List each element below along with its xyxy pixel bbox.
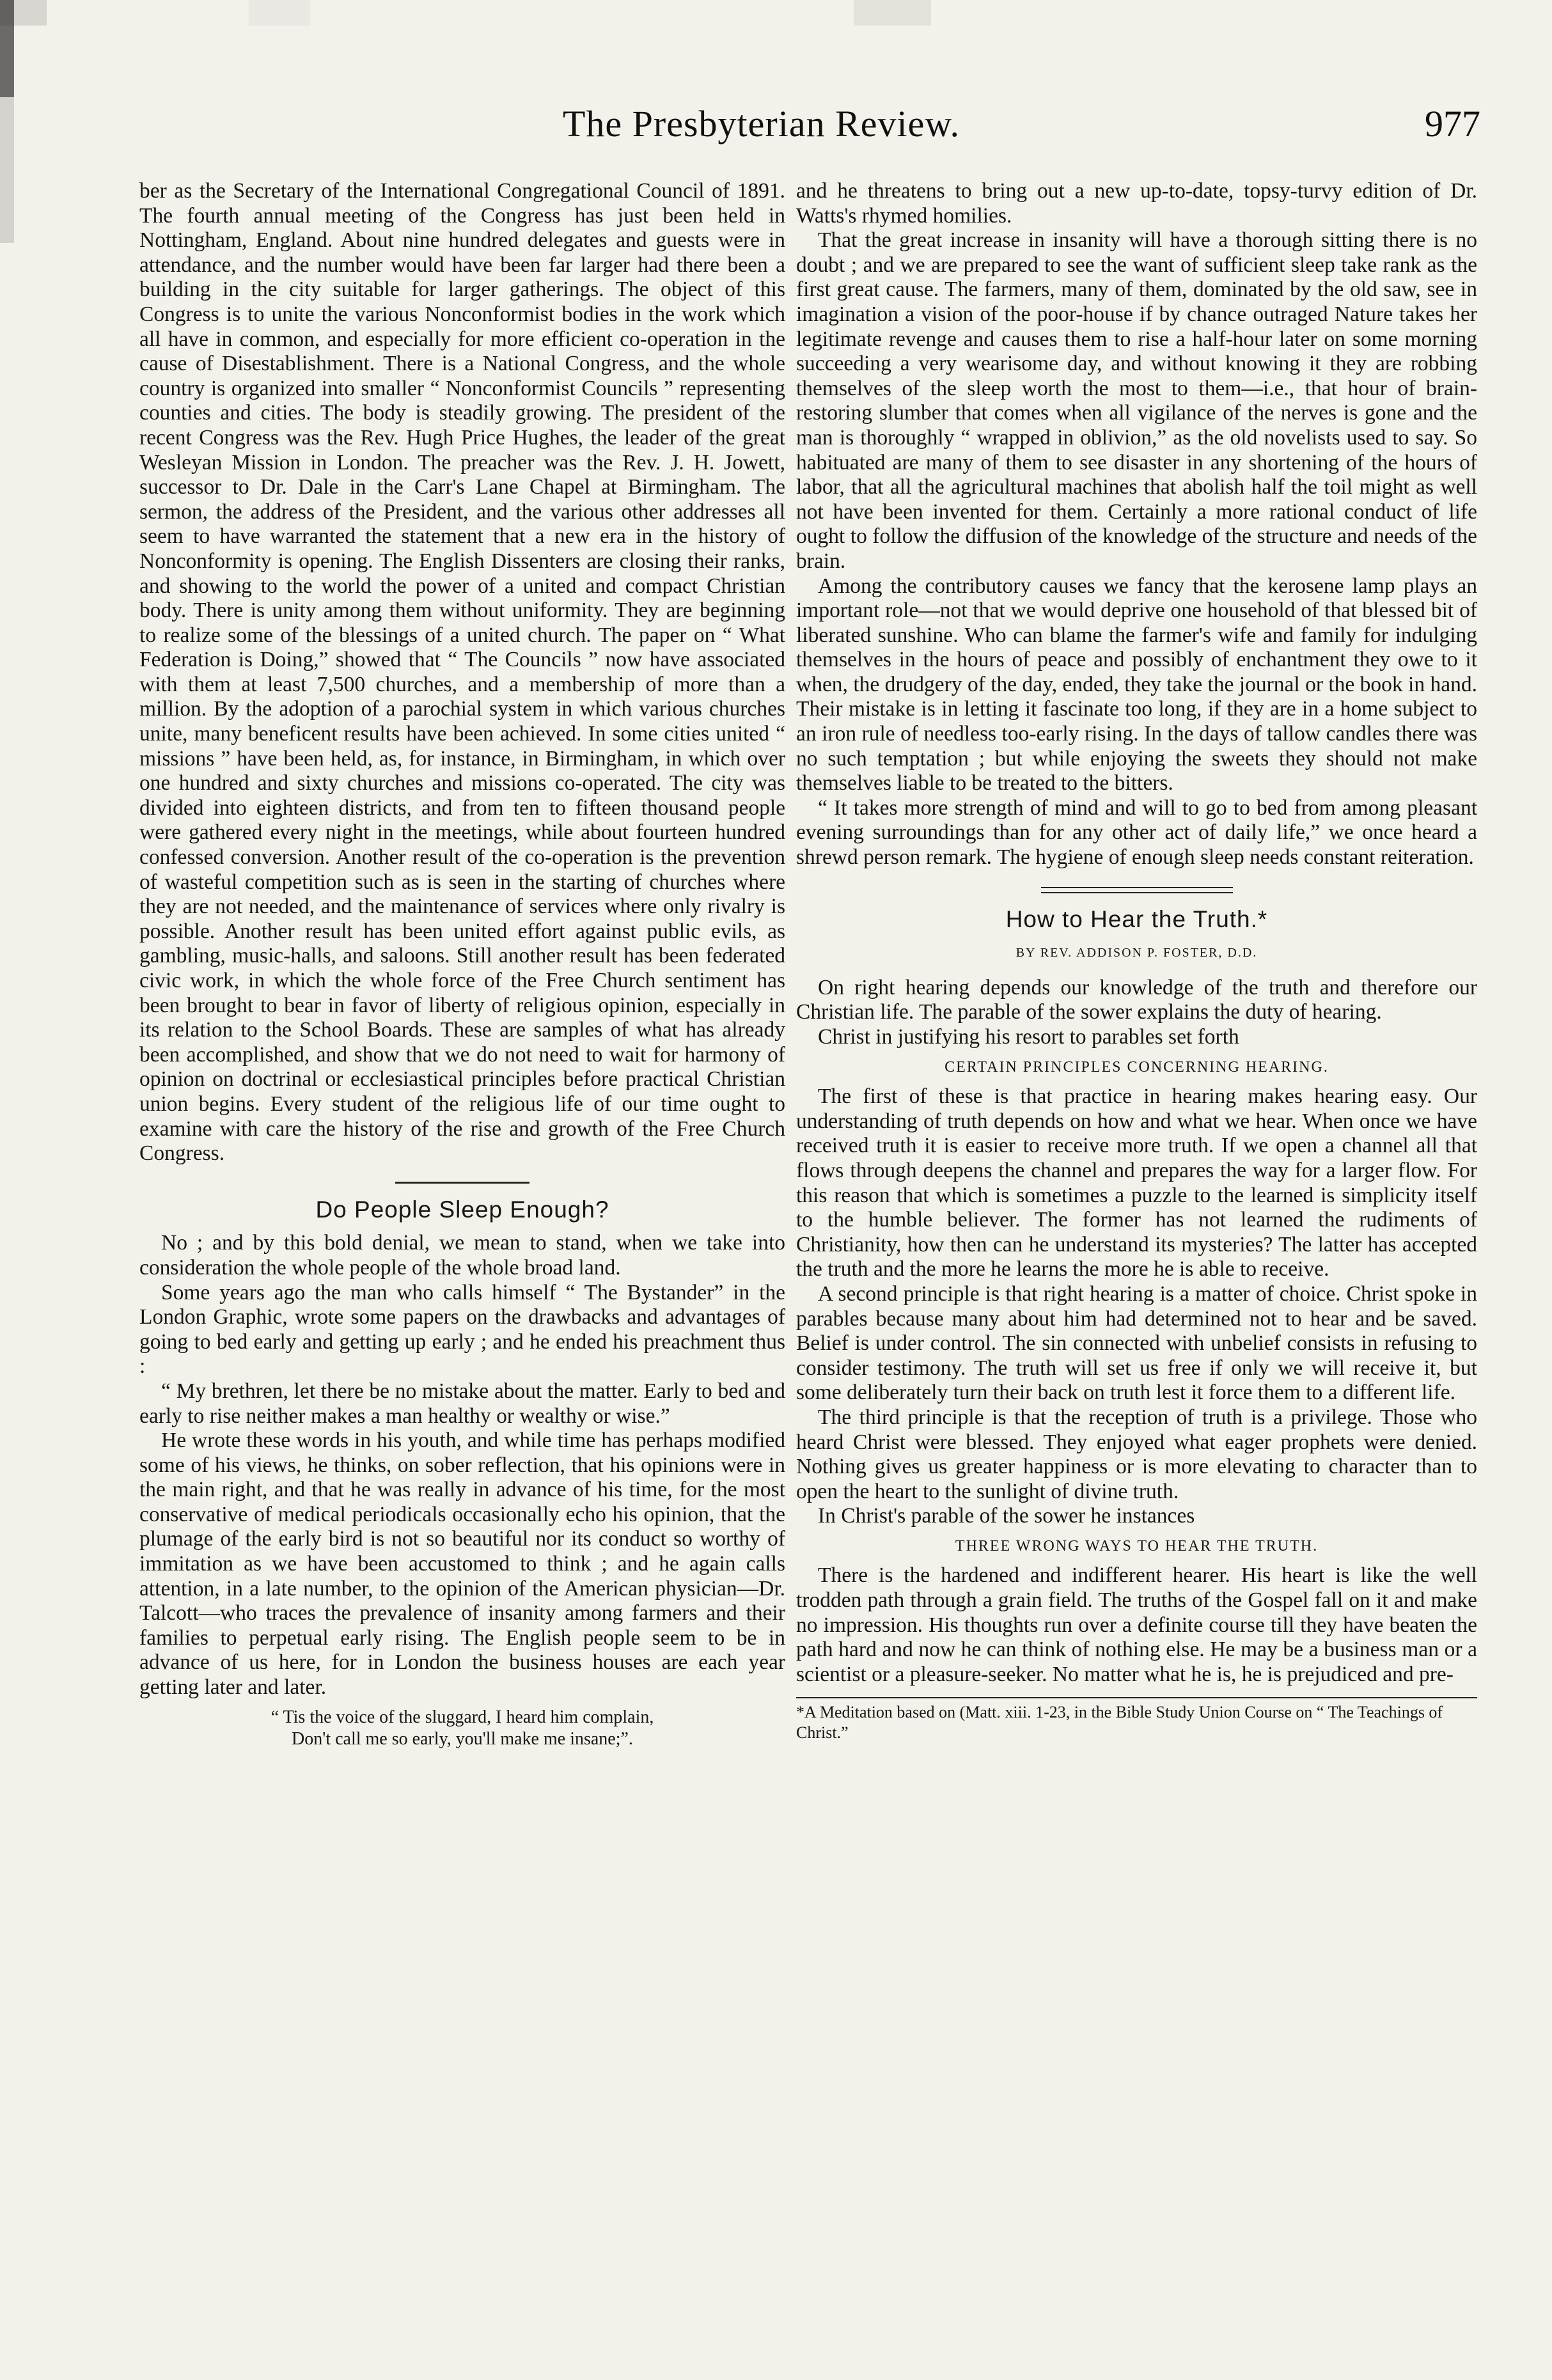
quoted-paragraph: “ My brethren, let there be no mistake about the matter. Early to bed and early to rise neither makes a man healthy or wealthy or wise.” [139,1379,785,1428]
article-paragraph: On right hearing depends our knowledge of the truth and therefore our Christian life. The parable of the sower explains the duty of hearing. [796,975,1477,1024]
article-paragraph: ber as the Secretary of the International Congregational Council of 1891. The fourth annual meeting of the Congress has just been held in Nottingham, England. About nine hundred delegates and guests were in attendance, and the number would have been far larger had there been a building in the city suitable for larger gatherings. The object of this Congress is to unite the various Nonconformist bodies in the work which all have in common, and especially for more efficient co-operation in the cause of Disestablishment. There is a National Congress, and the whole country is organized into smaller “ Nonconformist Councils ” representing counties and cities. The body is steadily growing. The president of the recent Congress was the Rev. Hugh Price Hughes, the leader of the great Wesleyan Mission in London. The preacher was the Rev. J. H. Jowett, successor to Dr. Dale in the Carr's Lane Chapel at Birmingham. The sermon, the address of the President, and the various other addresses all seem to have warranted the statement that a new era in the history of Nonconformity is opening. The English Dissenters are closing their ranks, and showing to the world the power of a united and compact Christian body. There is unity among them without uniformity. They are beginning to realize some of the blessings of a united church. The paper on “ What Federation is Doing,” showed that “ The Councils ” now have associated with them at least 7,500 churches, and a membership of more than a million. By the adoption of a parochial system in which various churches unite, many beneficent results have been achieved. In some cities united “ missions ” have been held, as, for instance, in Birmingham, in which over one hundred and sixty churches and missions co-operated. The city was divided into eighteen districts, and from ten to fifteen thousand people were gathered every night in the meetings, while about fourteen hundred confessed conversion. Another result of the co-operation is the prevention of wasteful competition such as is seen in the starting of churches where they are not needed, and the maintenance of services where only rivalry is possible. Another result has been united effort against public evils, as gambling, music-halls, and saloons. Still another result has been federated civic work, in which the whole force of the Free Church sentiment has been brought to bear in favor of liberty of religious opinion, especially in its relation to the School Boards. These are samples of what has already been accomplished, and show that we do not need to wait for harmony of opinion on doctrinal or ecclesiastical principles before practical Christian union begins. Every student of the religious life of our time ought to examine with care the history of the rise and growth of the Free Church Congress. [139,179,785,1166]
scan-artifact-top [0,0,1552,26]
article-paragraph: No ; and by this bold denial, we mean to stand, when we take into consideration the whole people of the whole broad land. [139,1231,785,1280]
subheading-wrong-ways: THREE WRONG WAYS TO HEAR THE TRUTH. [955,1537,1319,1554]
right-column [796,179,1477,1743]
article-paragraph: He wrote these words in his youth, and while time has perhaps modified some of his views, he thinks, on sober reflection, that his opinions were in the main right, and that he was really in advance of his time, for the most conservative of medical periodicals occasionally echo his opinion, that the plumage of the early bird is not so beautiful nor its conduct so worthy of immitation as we have been accustomed to think ; and he again calls attention, in a late number, to the opinion of the American physician—Dr. Talcott—who traces the prevalence of insanity among farmers and their families to perpetual early rising. The English people seem to be in advance of us here, for in London the business houses are each year getting later and later. [139,1429,785,1700]
verse-line: Don't call me so early, you'll make me insane;”. [292,1728,633,1749]
section-divider [1041,887,1233,893]
section-divider [395,1182,529,1184]
left-column [139,179,785,1750]
article-paragraph: and he threatens to bring out a new up-to-date, topsy-turvy edition of Dr. Watts's rhymed homilies. [796,179,1477,228]
article-paragraph: Among the contributory causes we fancy that the kerosene lamp plays an important role—not that we would deprive one household of that blessed bit of liberated sunshine. Who can blame the farmer's wife and family for indulging themselves in the hours of peace and possibly of enchantment they owe to it when, the drudgery of the day, ended, they take the journal or the book in hand. Their mistake is in letting it fascinate too long, if they are in a home subject to an iron rule of needless too-early rising. In the days of tallow candles there was no such temptation ; but while enjoying the sweets they should not make themselves liable to be treated to the bitters. [796,574,1477,795]
page-header [563,102,1480,160]
article-paragraph: That the great increase in insanity will have a thorough sitting there is no doubt ; and we are prepared to see the want of sufficient sleep take rank as the first great cause. The farmers, many of them, dominated by the old saw, see in imagination a vision of the poor-house if by chance outraged Nature takes her legitimate revenge and causes them to rise a half-hour later on some morning succeeding a very wearisome day, and without knowing it they are robbing themselves of the sleep worth the most to them—i.e., that hour of brain-restoring slumber that comes when all vigilance of the nerves is gone and the man is thoroughly “ wrapped in oblivion,” as the old novelists used to say. So habituated are many of them to see disaster in any shortening of the hours of labor, that all the agricultural machines that abolish half the toil might as well not have been invented for them. Certainly a more rational conduct of life ought to follow the diffusion of the knowledge of the structure and needs of the brain. [796,228,1477,573]
article-paragraph: The third principle is that the reception of truth is a privilege. Those who heard Christ were blessed. They enjoyed what eager prophets were denied. Nothing gives us greater happiness or is more elevating to character than to open the heart to the sunlight of divine truth. [796,1405,1477,1503]
article-paragraph: A second principle is that right hearing is a matter of choice. Christ spoke in parables because many about him had determined not to hear and be saved. Belief is under control. The sin connected with unbelief consists in refusing to consider testimony. The truth will set us free if only we will receive it, but some deliberately turn their back on truth lest it force them to a different life. [796,1281,1477,1405]
article-paragraph: There is the hardened and indifferent hearer. His heart is like the well trodden path through a grain field. The truths of the Gospel fall on it and make no impression. His thoughts run over a definite course till they have beaten the path hard and now he can think of nothing else. He may be a business man or a scientist or a pleasure-seeker. No matter what he is, he is prejudiced and pre- [796,1563,1477,1686]
scan-artifact-left-edge [0,0,14,243]
byline: BY REV. ADDISON P. FOSTER, D.D. [1015,946,1258,960]
verse-line: “ Tis the voice of the sluggard, I heard him complain, [270,1707,654,1727]
article-paragraph: Christ in justifying his resort to parables set forth [818,1025,1239,1049]
verse-couplet [139,1707,785,1750]
section-title-truth: How to Hear the Truth.* [1005,905,1268,932]
article-paragraph: In Christ's parable of the sower he instances [818,1504,1195,1528]
article-paragraph: “ It takes more strength of mind and will to go to bed from among pleasant evening surroundings than for any other act of daily life,” we once heard a shrewd person remark. The hygiene of enough sleep needs constant reiteration. [796,795,1477,870]
footnote-divider [796,1697,1477,1698]
section-title-sleep: Do People Sleep Enough? [315,1196,609,1223]
footnote: *A Meditation based on (Matt. xiii. 1-23, in the Bible Study Union Course on “ The Teachings of Christ.” [796,1703,1443,1742]
article-paragraph: The first of these is that practice in hearing makes hearing easy. Our understanding of truth depends on how and what we hear. When once we have received truth it is easier to receive more truth. If we open a channel all that flows through deepens the channel and prepares the way for a larger flow. For this reason that which is sometimes a puzzle to the learned is simplicity itself to the humble believer. The former has not learned the rudiments of Christianity, how then can he understand its mysteries? The latter has accepted the truth and the more he learns the more he is able to receive. [796,1084,1477,1281]
article-paragraph: Some years ago the man who calls himself “ The Bystander” in the London Graphic, wrote some papers on the drawbacks and advantages of going to bed early and getting up early ; and he ended his preachment thus : [139,1280,785,1379]
running-title: The Presbyterian Review. [563,103,960,145]
page-number: 977 [1425,103,1480,145]
subheading-principles: CERTAIN PRINCIPLES CONCERNING HEARING. [945,1058,1329,1076]
